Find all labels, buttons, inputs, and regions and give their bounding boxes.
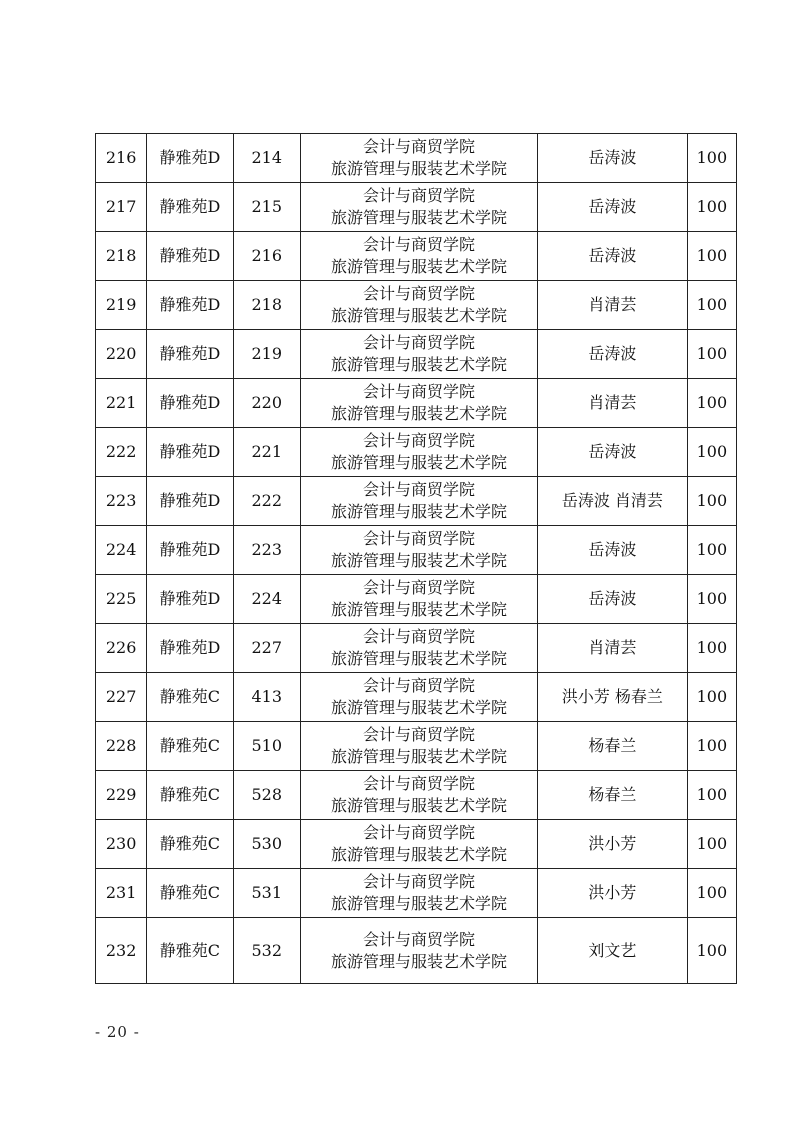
score-cell: 100 xyxy=(687,477,736,526)
college-cell xyxy=(300,575,537,624)
college-cell xyxy=(300,624,537,673)
teacher-cell: 岳涛波 xyxy=(538,575,688,624)
room-cell: 219 xyxy=(233,330,300,379)
college-cell xyxy=(300,281,537,330)
teacher-cell: 肖清芸 xyxy=(538,624,688,673)
teacher-cell: 杨春兰 xyxy=(538,722,688,771)
college-cell xyxy=(300,232,537,281)
score-cell: 100 xyxy=(687,820,736,869)
college-line-primary: 会计与商贸学院 xyxy=(362,725,475,744)
teacher-cell: 岳涛波 xyxy=(538,526,688,575)
room-cell: 214 xyxy=(233,134,300,183)
college-cell xyxy=(300,771,537,820)
college-line-secondary: 旅游管理与服装艺术学院 xyxy=(330,306,507,325)
score-cell: 100 xyxy=(687,575,736,624)
table-row xyxy=(96,183,737,232)
row-number-cell: 223 xyxy=(96,477,147,526)
building-cell: 静雅苑D xyxy=(147,428,233,477)
college-line-primary: 会计与商贸学院 xyxy=(362,333,475,352)
teacher-cell: 岳涛波 xyxy=(538,232,688,281)
college-cell xyxy=(300,918,537,984)
score-cell: 100 xyxy=(687,232,736,281)
row-number-cell: 231 xyxy=(96,869,147,918)
college-line-secondary: 旅游管理与服装艺术学院 xyxy=(330,551,507,570)
row-number-cell: 230 xyxy=(96,820,147,869)
college-cell xyxy=(300,183,537,232)
college-line-secondary: 旅游管理与服装艺术学院 xyxy=(330,257,507,276)
room-cell: 224 xyxy=(233,575,300,624)
table-row xyxy=(96,869,737,918)
building-cell: 静雅苑D xyxy=(147,330,233,379)
teacher-cell: 刘文艺 xyxy=(538,918,688,984)
college-line-primary: 会计与商贸学院 xyxy=(362,284,475,303)
college-line-secondary: 旅游管理与服装艺术学院 xyxy=(330,951,507,971)
building-cell: 静雅苑C xyxy=(147,918,233,984)
row-number-cell: 227 xyxy=(96,673,147,722)
row-number-cell: 225 xyxy=(96,575,147,624)
table-row xyxy=(96,722,737,771)
college-line-primary: 会计与商贸学院 xyxy=(362,235,475,254)
building-cell: 静雅苑C xyxy=(147,820,233,869)
college-line-secondary: 旅游管理与服装艺术学院 xyxy=(330,453,507,472)
building-cell: 静雅苑D xyxy=(147,183,233,232)
teacher-cell: 洪小芳 杨春兰 xyxy=(538,673,688,722)
building-cell: 静雅苑D xyxy=(147,624,233,673)
score-cell: 100 xyxy=(687,183,736,232)
score-cell: 100 xyxy=(687,526,736,575)
score-cell: 100 xyxy=(687,771,736,820)
table-row xyxy=(96,673,737,722)
college-line-secondary: 旅游管理与服装艺术学院 xyxy=(330,502,507,521)
building-cell: 静雅苑C xyxy=(147,722,233,771)
college-line-primary: 会计与商贸学院 xyxy=(362,382,475,401)
score-cell: 100 xyxy=(687,869,736,918)
table-row xyxy=(96,232,737,281)
room-cell: 530 xyxy=(233,820,300,869)
teacher-cell: 岳涛波 xyxy=(538,183,688,232)
room-cell: 221 xyxy=(233,428,300,477)
row-number-cell: 221 xyxy=(96,379,147,428)
building-cell: 静雅苑C xyxy=(147,771,233,820)
table-row xyxy=(96,281,737,330)
score-cell: 100 xyxy=(687,918,736,984)
score-cell: 100 xyxy=(687,624,736,673)
college-line-primary: 会计与商贸学院 xyxy=(362,872,475,891)
teacher-cell: 肖清芸 xyxy=(538,379,688,428)
score-cell: 100 xyxy=(687,281,736,330)
building-cell: 静雅苑D xyxy=(147,379,233,428)
college-line-primary: 会计与商贸学院 xyxy=(362,578,475,597)
college-cell xyxy=(300,428,537,477)
college-line-secondary: 旅游管理与服装艺术学院 xyxy=(330,208,507,227)
college-line-secondary: 旅游管理与服装艺术学院 xyxy=(330,404,507,423)
score-cell: 100 xyxy=(687,134,736,183)
row-number-cell: 222 xyxy=(96,428,147,477)
college-line-primary: 会计与商贸学院 xyxy=(362,627,475,646)
score-cell: 100 xyxy=(687,379,736,428)
college-line-secondary: 旅游管理与服装艺术学院 xyxy=(330,355,507,374)
table-row xyxy=(96,428,737,477)
college-line-primary: 会计与商贸学院 xyxy=(362,480,475,499)
score-cell: 100 xyxy=(687,722,736,771)
table-row xyxy=(96,820,737,869)
building-cell: 静雅苑D xyxy=(147,526,233,575)
college-line-primary: 会计与商贸学院 xyxy=(362,137,475,156)
room-cell: 216 xyxy=(233,232,300,281)
teacher-cell: 洪小芳 xyxy=(538,820,688,869)
room-cell: 413 xyxy=(233,673,300,722)
page-number: - 20 - xyxy=(95,1023,140,1041)
table-row xyxy=(96,624,737,673)
college-line-primary: 会计与商贸学院 xyxy=(362,431,475,450)
room-cell: 227 xyxy=(233,624,300,673)
table-row xyxy=(96,526,737,575)
college-line-secondary: 旅游管理与服装艺术学院 xyxy=(330,894,507,913)
room-cell: 218 xyxy=(233,281,300,330)
building-cell: 静雅苑D xyxy=(147,575,233,624)
row-number-cell: 226 xyxy=(96,624,147,673)
table-row xyxy=(96,379,737,428)
room-cell: 528 xyxy=(233,771,300,820)
college-line-secondary: 旅游管理与服装艺术学院 xyxy=(330,796,507,815)
teacher-cell: 洪小芳 xyxy=(538,869,688,918)
building-cell: 静雅苑D xyxy=(147,477,233,526)
college-line-primary: 会计与商贸学院 xyxy=(362,676,475,695)
college-line-secondary: 旅游管理与服装艺术学院 xyxy=(330,649,507,668)
row-number-cell: 217 xyxy=(96,183,147,232)
teacher-cell: 岳涛波 xyxy=(538,330,688,379)
room-cell: 222 xyxy=(233,477,300,526)
college-cell xyxy=(300,379,537,428)
teacher-cell: 岳涛波 肖清芸 xyxy=(538,477,688,526)
college-line-secondary: 旅游管理与服装艺术学院 xyxy=(330,159,507,178)
college-line-primary: 会计与商贸学院 xyxy=(362,529,475,548)
college-line-secondary: 旅游管理与服装艺术学院 xyxy=(330,698,507,717)
room-cell: 531 xyxy=(233,869,300,918)
row-number-cell: 229 xyxy=(96,771,147,820)
college-cell xyxy=(300,134,537,183)
table-body xyxy=(96,134,737,984)
row-number-cell: 220 xyxy=(96,330,147,379)
row-number-cell: 216 xyxy=(96,134,147,183)
teacher-cell: 岳涛波 xyxy=(538,134,688,183)
table-row xyxy=(96,918,737,984)
table-row xyxy=(96,477,737,526)
score-cell: 100 xyxy=(687,330,736,379)
score-cell: 100 xyxy=(687,673,736,722)
college-line-secondary: 旅游管理与服装艺术学院 xyxy=(330,747,507,766)
building-cell: 静雅苑C xyxy=(147,673,233,722)
college-cell xyxy=(300,330,537,379)
building-cell: 静雅苑D xyxy=(147,134,233,183)
table-row xyxy=(96,575,737,624)
room-cell: 532 xyxy=(233,918,300,984)
room-cell: 220 xyxy=(233,379,300,428)
teacher-cell: 肖清芸 xyxy=(538,281,688,330)
dormitory-score-table xyxy=(95,133,737,984)
college-cell xyxy=(300,477,537,526)
table-row xyxy=(96,771,737,820)
college-cell xyxy=(300,869,537,918)
teacher-cell: 杨春兰 xyxy=(538,771,688,820)
table-row xyxy=(96,134,737,183)
table-row xyxy=(96,330,737,379)
room-cell: 223 xyxy=(233,526,300,575)
college-line-primary: 会计与商贸学院 xyxy=(362,823,475,842)
college-line-secondary: 旅游管理与服装艺术学院 xyxy=(330,845,507,864)
building-cell: 静雅苑D xyxy=(147,281,233,330)
room-cell: 215 xyxy=(233,183,300,232)
score-cell: 100 xyxy=(687,428,736,477)
row-number-cell: 228 xyxy=(96,722,147,771)
teacher-cell: 岳涛波 xyxy=(538,428,688,477)
college-line-secondary: 旅游管理与服装艺术学院 xyxy=(330,600,507,619)
college-cell xyxy=(300,722,537,771)
row-number-cell: 224 xyxy=(96,526,147,575)
college-line-primary: 会计与商贸学院 xyxy=(362,186,475,205)
room-cell: 510 xyxy=(233,722,300,771)
building-cell: 静雅苑C xyxy=(147,869,233,918)
row-number-cell: 232 xyxy=(96,918,147,984)
college-cell xyxy=(300,526,537,575)
college-cell xyxy=(300,820,537,869)
row-number-cell: 218 xyxy=(96,232,147,281)
building-cell: 静雅苑D xyxy=(147,232,233,281)
row-number-cell: 219 xyxy=(96,281,147,330)
college-line-primary: 会计与商贸学院 xyxy=(362,774,475,793)
college-cell xyxy=(300,673,537,722)
college-line-primary: 会计与商贸学院 xyxy=(362,929,475,949)
